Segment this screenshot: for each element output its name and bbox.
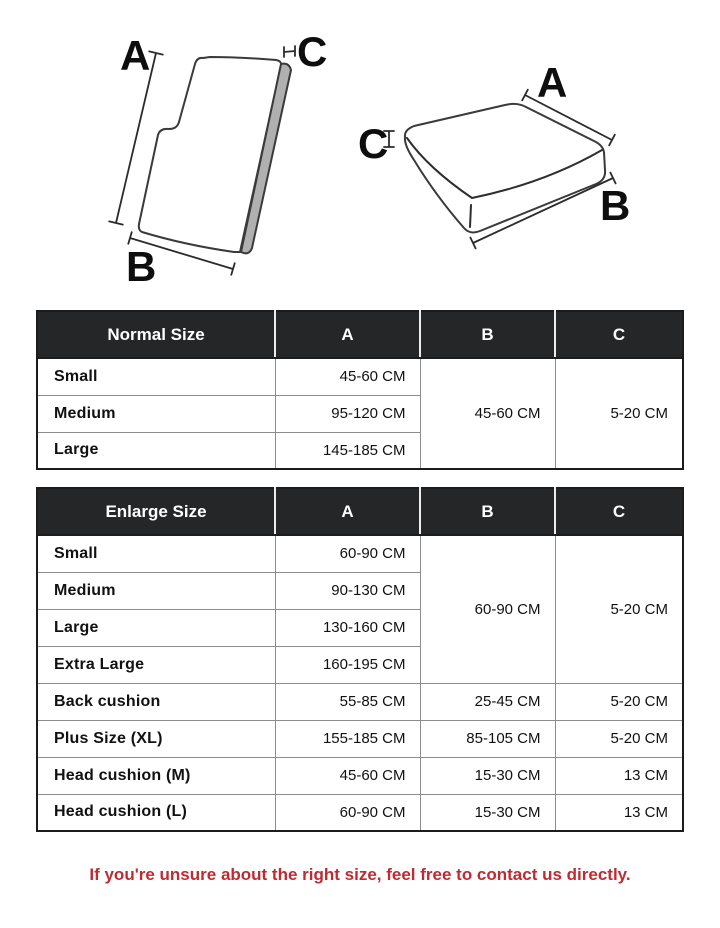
back-cushion-face [139, 57, 281, 252]
dim-b-cell: 25-45 CM [420, 683, 555, 720]
dim-a-cell: 95-120 CM [275, 395, 420, 432]
dim-a-cell: 55-85 CM [275, 683, 420, 720]
back-cushion-label-b: B [126, 243, 157, 290]
size-label-cell: Small [37, 358, 275, 395]
dim-c-cell: 5-20 CM [555, 683, 683, 720]
size-label-cell: Plus Size (XL) [37, 720, 275, 757]
table-row [37, 535, 683, 572]
back-cushion-label-c: C [297, 28, 328, 75]
column-header-b: B [420, 311, 555, 358]
seat-cushion-label-a: A [537, 59, 568, 106]
size-label-cell: Large [37, 609, 275, 646]
enlarge-size-title: Enlarge Size [37, 488, 275, 535]
size-label-cell: Back cushion [37, 683, 275, 720]
table-row [37, 794, 683, 831]
size-label-cell: Small [37, 535, 275, 572]
column-header-c: C [555, 311, 683, 358]
diagrams-svg [0, 0, 720, 300]
seat-cushion-label-c: C [358, 120, 389, 167]
dim-a-cell: 90-130 CM [275, 572, 420, 609]
table-row [37, 757, 683, 794]
dim-b-merged-cell: 45-60 CM [420, 358, 555, 469]
size-label-cell: Extra Large [37, 646, 275, 683]
dim-a-cell: 160-195 CM [275, 646, 420, 683]
dim-c-cell: 5-20 CM [555, 720, 683, 757]
dim-b-cell: 85-105 CM [420, 720, 555, 757]
column-header-a: A [275, 488, 420, 535]
size-label-cell: Large [37, 432, 275, 469]
dimension-diagrams [0, 0, 720, 300]
normal-size-title: Normal Size [37, 311, 275, 358]
back-cushion-diagram [109, 28, 327, 290]
table-row [37, 358, 683, 395]
dim-a-cell: 45-60 CM [275, 358, 420, 395]
enlarge-size-table [36, 487, 684, 832]
size-label-cell: Head cushion (L) [37, 794, 275, 831]
back-cushion-label-a: A [120, 32, 151, 79]
dim-a-cell: 45-60 CM [275, 757, 420, 794]
size-label-cell: Head cushion (M) [37, 757, 275, 794]
dim-b-merged-cell: 60-90 CM [420, 535, 555, 683]
dim-a-cell: 145-185 CM [275, 432, 420, 469]
column-header-c: C [555, 488, 683, 535]
dim-a-cell: 60-90 CM [275, 535, 420, 572]
dim-c-cell: 13 CM [555, 757, 683, 794]
dim-c-line [284, 46, 295, 57]
column-header-a: A [275, 311, 420, 358]
contact-note: If you're unsure about the right size, feel free to contact us directly. [89, 865, 631, 884]
dim-a-cell: 60-90 CM [275, 794, 420, 831]
dim-c-cell: 13 CM [555, 794, 683, 831]
size-label-cell: Medium [37, 395, 275, 432]
dim-a-cell: 130-160 CM [275, 609, 420, 646]
table-row [37, 720, 683, 757]
normal-size-table [36, 310, 684, 470]
dim-b-cell: 15-30 CM [420, 794, 555, 831]
table-header-row [37, 311, 683, 358]
column-header-b: B [420, 488, 555, 535]
seat-cushion-diagram [358, 59, 630, 248]
dim-c-merged-cell: 5-20 CM [555, 535, 683, 683]
size-label-cell: Medium [37, 572, 275, 609]
dim-c-merged-cell: 5-20 CM [555, 358, 683, 469]
seat-cushion-corner-seam [470, 205, 471, 227]
dim-b-cell: 15-30 CM [420, 757, 555, 794]
table-header-row [37, 488, 683, 535]
table-row [37, 683, 683, 720]
seat-cushion-label-b: B [600, 182, 631, 229]
dim-a-cell: 155-185 CM [275, 720, 420, 757]
